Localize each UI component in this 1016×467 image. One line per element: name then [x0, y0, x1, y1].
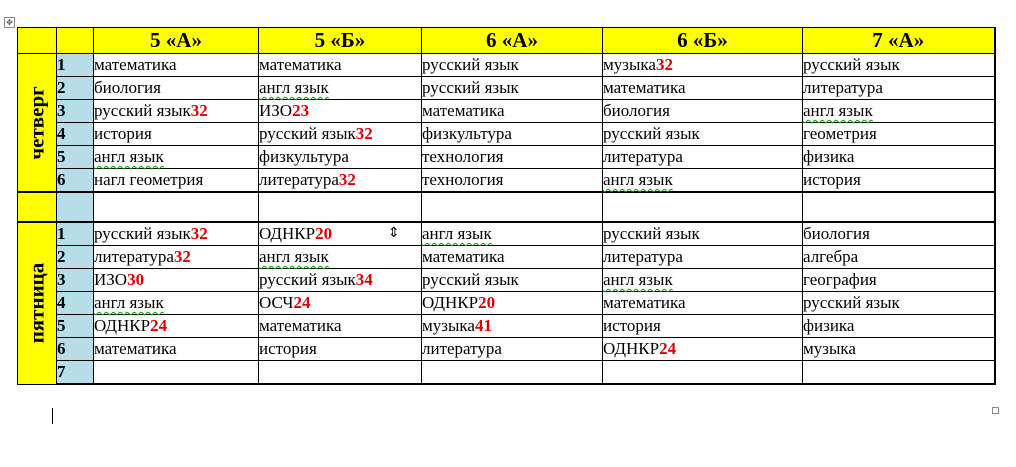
lesson-cell[interactable] — [603, 361, 803, 385]
lesson-subject: музыка — [422, 316, 475, 335]
table-row — [18, 338, 995, 361]
lesson-room: 24 — [659, 339, 677, 358]
lesson-subject: ОДНКР — [603, 339, 660, 358]
lesson-cell[interactable] — [603, 123, 803, 146]
row-resize-cursor-icon: ⇕ — [388, 225, 400, 241]
lesson-cell[interactable] — [94, 100, 259, 123]
separator-num-cell — [57, 192, 94, 222]
column-header-5a: 5 «А» — [94, 28, 259, 54]
lesson-cell[interactable] — [259, 54, 422, 77]
lesson-cell[interactable] — [259, 246, 422, 269]
lesson-cell[interactable] — [422, 146, 603, 169]
lesson-subject: математика — [603, 293, 686, 312]
lesson-number: 2 — [57, 77, 94, 100]
lesson-cell[interactable] — [94, 361, 259, 385]
lesson-subject: физика — [803, 316, 855, 335]
lesson-cell[interactable] — [259, 361, 422, 385]
lesson-cell[interactable] — [803, 222, 995, 246]
lesson-cell[interactable] — [603, 169, 803, 193]
lesson-cell[interactable] — [603, 315, 803, 338]
lesson-room: 20 — [478, 293, 496, 312]
separator-cell[interactable] — [603, 192, 803, 222]
lesson-cell[interactable] — [259, 77, 422, 100]
lesson-cell[interactable] — [94, 169, 259, 193]
lesson-cell[interactable] — [803, 54, 995, 77]
lesson-subject: русский язык — [259, 124, 356, 143]
lesson-subject: математика — [94, 55, 177, 74]
table-row — [18, 292, 995, 315]
lesson-subject: ОДНКР — [94, 316, 151, 335]
lesson-subject: нагл геометрия — [94, 170, 204, 189]
lesson-subject: англ язык — [603, 270, 673, 289]
column-header-6b: 6 «Б» — [603, 28, 803, 54]
table-row — [18, 146, 995, 169]
lesson-room: 20 — [315, 224, 333, 243]
lesson-cell[interactable] — [94, 54, 259, 77]
day-label-cell — [18, 222, 57, 384]
lesson-cell[interactable] — [422, 269, 603, 292]
lesson-cell[interactable] — [94, 146, 259, 169]
lesson-subject: математика — [422, 101, 505, 120]
lesson-subject: ОСЧ — [259, 293, 294, 312]
lesson-cell[interactable] — [422, 338, 603, 361]
lesson-room: 32 — [173, 247, 191, 266]
table-row — [18, 54, 995, 77]
lesson-cell[interactable] — [603, 246, 803, 269]
lesson-subject: ОДНКР — [259, 224, 316, 243]
lesson-subject: математика — [259, 55, 342, 74]
lesson-cell[interactable] — [422, 361, 603, 385]
lesson-cell[interactable] — [422, 54, 603, 77]
lesson-subject: математика — [603, 78, 686, 97]
lesson-subject: биология — [803, 224, 870, 243]
lesson-subject: музыка — [803, 339, 856, 358]
lesson-cell[interactable] — [803, 292, 995, 315]
lesson-cell[interactable] — [94, 315, 259, 338]
lesson-subject: физкультура — [422, 124, 512, 143]
lesson-number: 1 — [57, 54, 94, 77]
day-label: пятница — [24, 262, 49, 344]
lesson-subject: история — [259, 339, 317, 358]
lesson-cell[interactable] — [803, 269, 995, 292]
lesson-room: 30 — [127, 270, 145, 289]
lesson-room: 32 — [190, 101, 208, 120]
separator-cell[interactable] — [803, 192, 995, 222]
lesson-cell[interactable] — [803, 146, 995, 169]
lesson-cell[interactable] — [803, 169, 995, 193]
lesson-subject: ИЗО — [259, 101, 293, 120]
lesson-subject: технология — [422, 147, 504, 166]
lesson-subject: англ язык — [259, 78, 329, 97]
lesson-room: 24 — [293, 293, 311, 312]
lesson-cell[interactable] — [422, 169, 603, 193]
lesson-subject: литература — [259, 170, 339, 189]
lesson-cell[interactable] — [259, 338, 422, 361]
lesson-cell[interactable] — [259, 169, 422, 193]
lesson-subject: физика — [803, 147, 855, 166]
lesson-room: 34 — [355, 270, 373, 289]
lesson-number: 1 — [57, 222, 94, 246]
lesson-subject: англ язык — [94, 293, 164, 312]
lesson-subject: биология — [94, 78, 161, 97]
lesson-number: 6 — [57, 169, 94, 193]
table-row — [18, 77, 995, 100]
schedule-table — [17, 27, 996, 385]
lesson-cell[interactable] — [422, 123, 603, 146]
table-row — [18, 246, 995, 269]
lesson-cell[interactable] — [803, 315, 995, 338]
lesson-room: 23 — [292, 101, 310, 120]
lesson-number: 7 — [57, 361, 94, 385]
lesson-subject: англ язык — [259, 247, 329, 266]
lesson-cell[interactable] — [422, 100, 603, 123]
lesson-subject: русский язык — [422, 55, 519, 74]
lesson-subject: физкультура — [259, 147, 349, 166]
separator-cell[interactable] — [422, 192, 603, 222]
lesson-cell[interactable] — [803, 338, 995, 361]
lesson-cell[interactable] — [94, 292, 259, 315]
lesson-room: 32 — [355, 124, 373, 143]
lesson-number: 6 — [57, 338, 94, 361]
lesson-subject: русский язык — [94, 101, 191, 120]
header-corner — [18, 28, 57, 54]
lesson-subject: математика — [422, 247, 505, 266]
day-label: четверг — [24, 85, 49, 160]
lesson-subject: русский язык — [803, 55, 900, 74]
lesson-cell[interactable] — [803, 246, 995, 269]
lesson-subject: география — [803, 270, 877, 289]
lesson-cell[interactable] — [94, 269, 259, 292]
lesson-subject: англ язык — [422, 224, 492, 243]
lesson-subject: русский язык — [94, 224, 191, 243]
lesson-subject: англ язык — [803, 101, 873, 120]
lesson-cell[interactable] — [422, 246, 603, 269]
lesson-cell[interactable] — [94, 123, 259, 146]
lesson-room: 32 — [338, 170, 356, 189]
lesson-subject: геометрия — [803, 124, 877, 143]
table-row — [18, 361, 995, 385]
header-corner-num — [57, 28, 94, 54]
lesson-cell[interactable] — [603, 146, 803, 169]
lesson-cell[interactable] — [422, 77, 603, 100]
lesson-subject: англ язык — [603, 170, 673, 189]
lesson-room: 32 — [190, 224, 208, 243]
column-header-7a: 7 «А» — [803, 28, 995, 54]
lesson-subject: ОДНКР — [422, 293, 479, 312]
lesson-cell[interactable] — [94, 246, 259, 269]
table-row — [18, 123, 995, 146]
lesson-number: 4 — [57, 123, 94, 146]
lesson-subject: математика — [94, 339, 177, 358]
lesson-cell[interactable] — [603, 222, 803, 246]
lesson-subject: литература — [422, 339, 502, 358]
lesson-number: 3 — [57, 269, 94, 292]
lesson-subject: технология — [422, 170, 504, 189]
header-row — [18, 28, 995, 54]
lesson-subject: биология — [603, 101, 670, 120]
lesson-cell[interactable] — [259, 100, 422, 123]
lesson-subject: русский язык — [422, 270, 519, 289]
lesson-cell[interactable] — [259, 315, 422, 338]
lesson-cell[interactable] — [94, 77, 259, 100]
lesson-number: 3 — [57, 100, 94, 123]
lesson-cell[interactable] — [603, 292, 803, 315]
lesson-number: 5 — [57, 315, 94, 338]
column-header-6a: 6 «А» — [422, 28, 603, 54]
lesson-subject: русский язык — [603, 124, 700, 143]
lesson-number: 2 — [57, 246, 94, 269]
lesson-cell[interactable] — [422, 292, 603, 315]
lesson-subject: история — [803, 170, 861, 189]
table-row — [18, 269, 995, 292]
lesson-cell[interactable] — [422, 222, 603, 246]
lesson-subject: русский язык — [422, 78, 519, 97]
lesson-cell[interactable] — [603, 100, 803, 123]
lesson-cell[interactable] — [259, 146, 422, 169]
column-header-5b: 5 «Б» — [259, 28, 422, 54]
lesson-cell[interactable] — [94, 338, 259, 361]
table-row — [18, 169, 995, 193]
separator-cell[interactable] — [259, 192, 422, 222]
table-row — [18, 100, 995, 123]
day-label-cell — [18, 54, 57, 193]
lesson-cell[interactable] — [259, 269, 422, 292]
lesson-subject: русский язык — [603, 224, 700, 243]
lesson-cell[interactable] — [603, 338, 803, 361]
lesson-cell[interactable] — [803, 361, 995, 385]
separator-day-cell — [18, 192, 57, 222]
lesson-subject: история — [94, 124, 152, 143]
lesson-subject: литература — [603, 147, 683, 166]
lesson-cell[interactable] — [603, 269, 803, 292]
lesson-subject: англ язык — [94, 147, 164, 166]
lesson-subject: история — [603, 316, 661, 335]
table-row — [18, 315, 995, 338]
lesson-subject: математика — [259, 316, 342, 335]
lesson-subject: литература — [803, 78, 883, 97]
text-cursor — [52, 408, 53, 424]
lesson-room: 41 — [474, 316, 492, 335]
table-row — [18, 222, 995, 246]
lesson-subject: ИЗО — [94, 270, 128, 289]
lesson-cell[interactable] — [803, 100, 995, 123]
lesson-cell[interactable] — [259, 292, 422, 315]
lesson-subject: алгебра — [803, 247, 859, 266]
lesson-subject: музыка — [603, 55, 656, 74]
day-separator-row — [18, 192, 995, 222]
lesson-subject: литература — [603, 247, 683, 266]
lesson-room: 32 — [655, 55, 673, 74]
lesson-cell[interactable] — [603, 54, 803, 77]
lesson-cell[interactable] — [803, 77, 995, 100]
lesson-subject: русский язык — [259, 270, 356, 289]
table-move-handle-icon[interactable]: ✥ — [4, 17, 15, 28]
lesson-number: 5 — [57, 146, 94, 169]
separator-cell[interactable] — [94, 192, 259, 222]
lesson-cell[interactable] — [259, 123, 422, 146]
lesson-number: 4 — [57, 292, 94, 315]
lesson-subject: русский язык — [803, 293, 900, 312]
lesson-cell[interactable] — [422, 315, 603, 338]
lesson-subject: литература — [94, 247, 174, 266]
lesson-cell[interactable] — [94, 222, 259, 246]
lesson-cell[interactable] — [603, 77, 803, 100]
lesson-cell[interactable] — [803, 123, 995, 146]
lesson-room: 24 — [150, 316, 168, 335]
table-resize-handle[interactable] — [992, 407, 999, 414]
